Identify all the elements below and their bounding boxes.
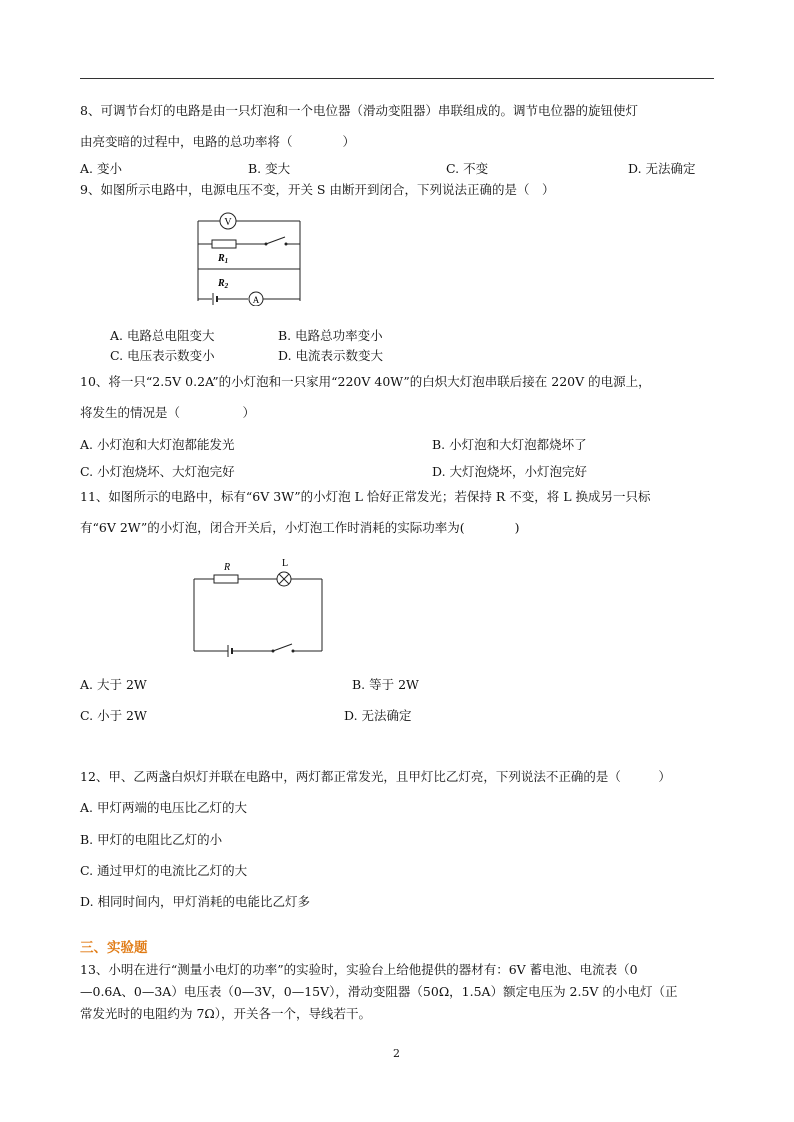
switch-icon <box>273 644 292 651</box>
q8-stem-line1: 8、可调节台灯的电路是由一只灯泡和一个电位器（滑动变阻器）串联组成的。调节电位器的旋钮使灯 <box>80 103 638 118</box>
ammeter-label: A <box>252 295 260 305</box>
q9-option-b: B. 电路总功率变小 <box>278 328 383 343</box>
q9-stem: 9、如图所示电路中，电源电压不变，开关 S 由断开到闭合，下列说法正确的是（ ） <box>80 182 555 197</box>
q11-stem-line1: 11、如图所示的电路中，标有“6V 3W”的小灯泡 L 恰好正常发光；若保持 R 不变，将 L 换成另一只标 <box>80 489 651 504</box>
q12-option-d: D. 相同时间内，甲灯消耗的电能比乙灯多 <box>80 894 311 909</box>
q8-option-c: C. 不变 <box>446 161 489 176</box>
q11-option-c: C. 小于 2W <box>80 708 147 723</box>
q11-circuit-diagram <box>188 555 328 660</box>
q12-option-b: B. 甲灯的电阻比乙灯的小 <box>80 832 223 847</box>
q9-option-d: D. 电流表示数变大 <box>278 348 384 363</box>
q13-stem-line2: —0.6A、0—3A）电压表（0—3V，0—15V），滑动变阻器（50Ω，1.5A）额定电压为 2.5V 的小电灯（正 <box>80 984 678 999</box>
resistor-r <box>214 575 238 583</box>
q8-stem-line2: 由亮变暗的过程中，电路的总功率将（ ） <box>80 134 356 149</box>
q12-option-c: C. 通过甲灯的电流比乙灯的大 <box>80 863 248 878</box>
r2-subscript: 2 <box>224 282 229 290</box>
q11-option-a: A. 大于 2W <box>80 677 147 692</box>
section-heading-experiments: 三、实验题 <box>80 940 148 956</box>
q10-option-d: D. 大灯泡烧坏，小灯泡完好 <box>432 464 588 479</box>
resistor-label: R <box>224 562 231 573</box>
r1-resistor <box>212 240 236 248</box>
q11-stem-line2: 有“6V 2W”的小灯泡，闭合开关后，小灯泡工作时消耗的实际功率为( ) <box>80 520 520 535</box>
q8-option-b: B. 变大 <box>248 161 291 176</box>
q9-circuit-diagram <box>190 206 310 306</box>
svg-text:R2 <box>217 278 229 290</box>
q10-stem-line1: 10、将一只“2.5V 0.2A”的小灯泡和一只家用“220V 40W”的白炽大灯泡串联后接在 220V 的电源上， <box>80 374 651 389</box>
q11-option-b: B. 等于 2W <box>352 677 419 692</box>
header-rule <box>80 78 714 79</box>
q11-option-d: D. 无法确定 <box>344 708 412 723</box>
q12-stem: 12、甲、乙两盏白炽灯并联在电路中，两灯都正常发光，且甲灯比乙灯亮，下列说法不正确的是（ ） <box>80 769 671 784</box>
q10-option-b: B. 小灯泡和大灯泡都烧坏了 <box>432 437 587 452</box>
r1-subscript: 1 <box>224 257 229 265</box>
r2-label: R <box>218 278 225 289</box>
voltmeter-label: V <box>224 217 232 228</box>
q13-stem-line3: 常发光时的电阻约为 7Ω），开关各一个，导线若干。 <box>80 1006 372 1021</box>
r1-label: R <box>218 253 225 264</box>
q9-option-a: A. 电路总电阻变大 <box>110 328 215 343</box>
q12-option-a: A. 甲灯两端的电压比乙灯的大 <box>80 800 247 815</box>
q8-option-a: A. 变小 <box>80 161 122 176</box>
page-number: 2 <box>393 1047 400 1060</box>
lamp-label: L <box>282 558 289 569</box>
q10-stem-line2: 将发生的情况是（ ） <box>80 405 256 420</box>
q9-option-c: C. 电压表示数变小 <box>110 348 215 363</box>
svg-text:R1 <box>217 253 228 265</box>
switch-s-icon <box>266 237 285 244</box>
q10-option-c: C. 小灯泡烧坏、大灯泡完好 <box>80 464 235 479</box>
q8-option-d: D. 无法确定 <box>628 161 696 176</box>
q10-option-a: A. 小灯泡和大灯泡都能发光 <box>80 437 235 452</box>
q13-stem-line1: 13、小明在进行“测量小电灯的功率”的实验时，实验台上给他提供的器材有：6V 蓄电池、电流表（0 <box>80 962 638 977</box>
